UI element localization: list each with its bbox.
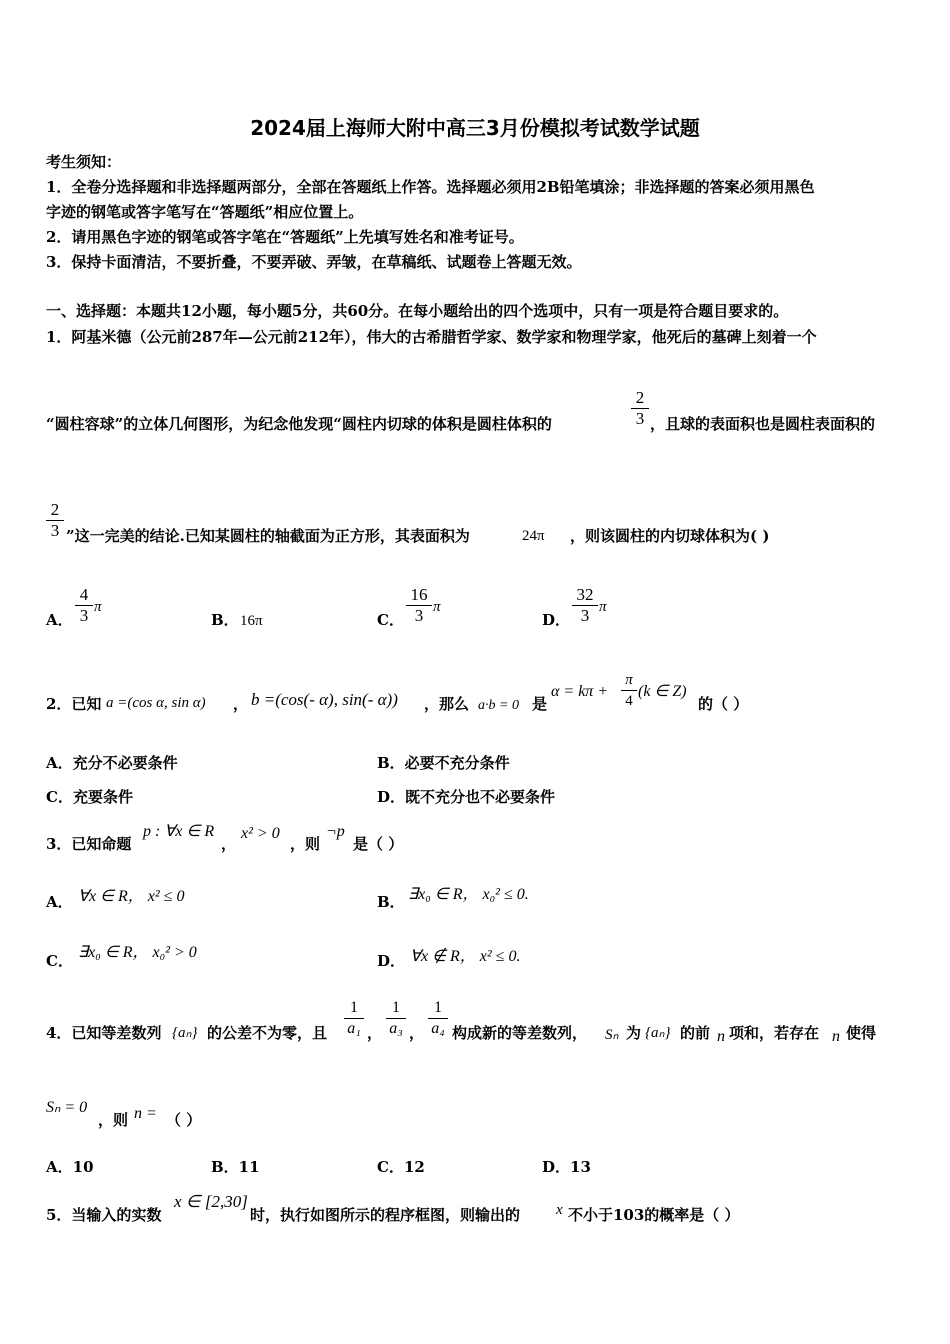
q3-proposition: p : ∀x ∈ R bbox=[143, 823, 215, 840]
q2-vector-b: b =(cos(- α), sin(- α)) bbox=[251, 690, 398, 709]
q4-comma-1: ， bbox=[367, 1024, 383, 1042]
q1-line-2b: ，且球的表面积也是圆柱表面积的 bbox=[650, 415, 876, 433]
q1-option-d-pi: π bbox=[599, 599, 607, 615]
notice-line-2: 2．请用黑色字迹的钢笔或答字笔在“答题纸”上先填写姓名和准考证号。 bbox=[46, 228, 524, 246]
notice-line-1a: 1．全卷分选择题和非选择题两部分，全部在答题纸上作答。选择题必须用2B铅笔填涂；非选择题的答案必须用黑色 bbox=[46, 178, 815, 196]
q1-line-2a: “圆柱容球”的立体几何图形，为纪念他发现“圆柱内切球的体积是圆柱体积的 bbox=[46, 415, 552, 433]
section-heading: 一、选择题：本题共12小题，每小题5分，共60分。在每小题给出的四个选项中，只有一项是符合题目要求的。 bbox=[46, 302, 789, 320]
q2-option-c[interactable]: C．充要条件 bbox=[46, 788, 133, 806]
q4-fraction-1: 1 a₁ bbox=[344, 998, 364, 1039]
q1-option-d-label[interactable]: D． bbox=[542, 611, 571, 629]
q4-comma-2: ， bbox=[409, 1024, 425, 1042]
q5-text-c: 不小于103的概率是（ ） bbox=[568, 1206, 740, 1224]
q4-sum: Sₙ bbox=[605, 1027, 619, 1043]
notice-line-1b: 字迹的钢笔或答字笔写在“答题纸”相应位置上。 bbox=[46, 203, 364, 221]
notice-heading: 考生须知： bbox=[46, 153, 122, 171]
q3-comma: ， bbox=[221, 835, 237, 853]
q3-prefix: 3．已知命题 bbox=[46, 835, 132, 853]
q2-dot-product: a·b = 0 bbox=[478, 698, 519, 713]
q1-line-1: 1．阿基米德（公元前287年—公元前212年），伟大的古希腊哲学家、数学家和物理学家，他死后的墓碑上刻着一个 bbox=[46, 328, 817, 346]
q1-option-c-label[interactable]: C． bbox=[377, 611, 404, 629]
q4-n-2: n bbox=[832, 1028, 840, 1045]
q3-then: ，则 bbox=[290, 835, 321, 853]
q4-then: ，则 bbox=[98, 1111, 129, 1129]
q3-option-c-label[interactable]: C． bbox=[46, 952, 73, 970]
q1-line-3a: ”这一完美的结论.已知某圆柱的轴截面为正方形，其表面积为 bbox=[66, 527, 470, 545]
q2-condition-pre: α = kπ + bbox=[551, 683, 609, 700]
q2-then: ，那么 bbox=[424, 695, 470, 713]
q4-text-c: 构成新的等差数列， bbox=[452, 1024, 588, 1042]
q4-fraction-3: 1 a₄ bbox=[428, 998, 448, 1039]
q2-vector-a: a =(cos α, sin α) bbox=[106, 695, 206, 711]
q1-line-3b: ，则该圆柱的内切球体积为( ) bbox=[570, 527, 770, 545]
q4-n-equals: n = bbox=[134, 1105, 157, 1122]
q1-option-a-pi: π bbox=[94, 599, 102, 615]
q2-condition-fraction: π 4 bbox=[621, 670, 637, 711]
q3-not-p: ¬p bbox=[326, 823, 345, 840]
q3-inequality: x² > 0 bbox=[241, 825, 280, 842]
q2-is: 是 bbox=[532, 695, 548, 713]
q4-option-a[interactable]: A．10 bbox=[46, 1158, 94, 1176]
page-title: 2024届上海师大附中高三3月份模拟考试数学试题 bbox=[250, 116, 700, 140]
q4-fraction-2: 1 a₃ bbox=[386, 998, 406, 1039]
q1-option-a-label[interactable]: A． bbox=[46, 611, 73, 629]
q3-option-c-value: ∃x₀ ∈ R， x₀² > 0 bbox=[78, 944, 197, 961]
q3-option-d-value: ∀x ∉ R， x² ≤ 0. bbox=[410, 948, 521, 965]
q2-condition-post: (k ∈ Z) bbox=[638, 683, 687, 700]
q4-text-g: 使得 bbox=[846, 1024, 877, 1042]
q5-range: x ∈ [2,30] bbox=[174, 1192, 248, 1211]
q4-text-b: 的公差不为零，且 bbox=[207, 1024, 328, 1042]
q3-option-b-label[interactable]: B． bbox=[377, 893, 405, 911]
q3-option-b-value: ∃x₀ ∈ R， x₀² ≤ 0. bbox=[408, 886, 529, 903]
q2-comma: ， bbox=[233, 695, 249, 713]
q4-sequence-2: {aₙ} bbox=[645, 1025, 671, 1041]
q1-option-d-fraction: 32 3 bbox=[572, 585, 598, 626]
q5-prefix: 5．当输入的实数 bbox=[46, 1206, 162, 1224]
q3-option-a-label[interactable]: A． bbox=[46, 893, 73, 911]
q4-text-d: 为 bbox=[626, 1024, 642, 1042]
q4-sum-zero: Sₙ = 0 bbox=[46, 1099, 88, 1116]
q1-area: 24π bbox=[522, 528, 545, 544]
q2-option-d[interactable]: D．既不充分也不必要条件 bbox=[377, 788, 556, 806]
q4-prefix: 4．已知等差数列 bbox=[46, 1024, 162, 1042]
q3-suffix: 是（ ） bbox=[353, 835, 404, 853]
q1-option-b-value: 16π bbox=[240, 613, 263, 629]
q2-option-a[interactable]: A．充分不必要条件 bbox=[46, 754, 178, 772]
q5-x: x bbox=[556, 1202, 563, 1218]
q4-option-c[interactable]: C．12 bbox=[377, 1158, 425, 1176]
q4-sequence: {aₙ} bbox=[172, 1025, 198, 1041]
q2-prefix: 2．已知 bbox=[46, 695, 102, 713]
q1-option-c-pi: π bbox=[433, 599, 441, 615]
q3-option-a-value: ∀x ∈ R， x² ≤ 0 bbox=[78, 888, 185, 905]
q1-option-a-fraction: 4 3 bbox=[75, 585, 93, 626]
q4-n-1: n bbox=[717, 1028, 725, 1045]
q5-text-b: 时，执行如图所示的程序框图，则输出的 bbox=[250, 1206, 521, 1224]
notice-line-3: 3．保持卡面清洁，不要折叠，不要弄破、弄皱，在草稿纸、试题卷上答题无效。 bbox=[46, 253, 582, 271]
q4-text-e: 的前 bbox=[680, 1024, 711, 1042]
q1-option-b-label[interactable]: B． bbox=[211, 611, 239, 629]
q4-blank: （ ） bbox=[166, 1111, 202, 1129]
q2-suffix: 的（ ） bbox=[698, 695, 749, 713]
q1-option-c-fraction: 16 3 bbox=[406, 585, 432, 626]
q4-option-d[interactable]: D．13 bbox=[542, 1158, 591, 1176]
q1-fraction-two-thirds: 2 3 bbox=[631, 388, 649, 429]
q4-text-f: 项和，若存在 bbox=[729, 1024, 820, 1042]
q2-option-b[interactable]: B．必要不充分条件 bbox=[377, 754, 510, 772]
q4-option-b[interactable]: B．11 bbox=[211, 1158, 260, 1176]
q3-option-d-label[interactable]: D． bbox=[377, 952, 406, 970]
q1-fraction-two-thirds-2: 2 3 bbox=[46, 500, 64, 541]
